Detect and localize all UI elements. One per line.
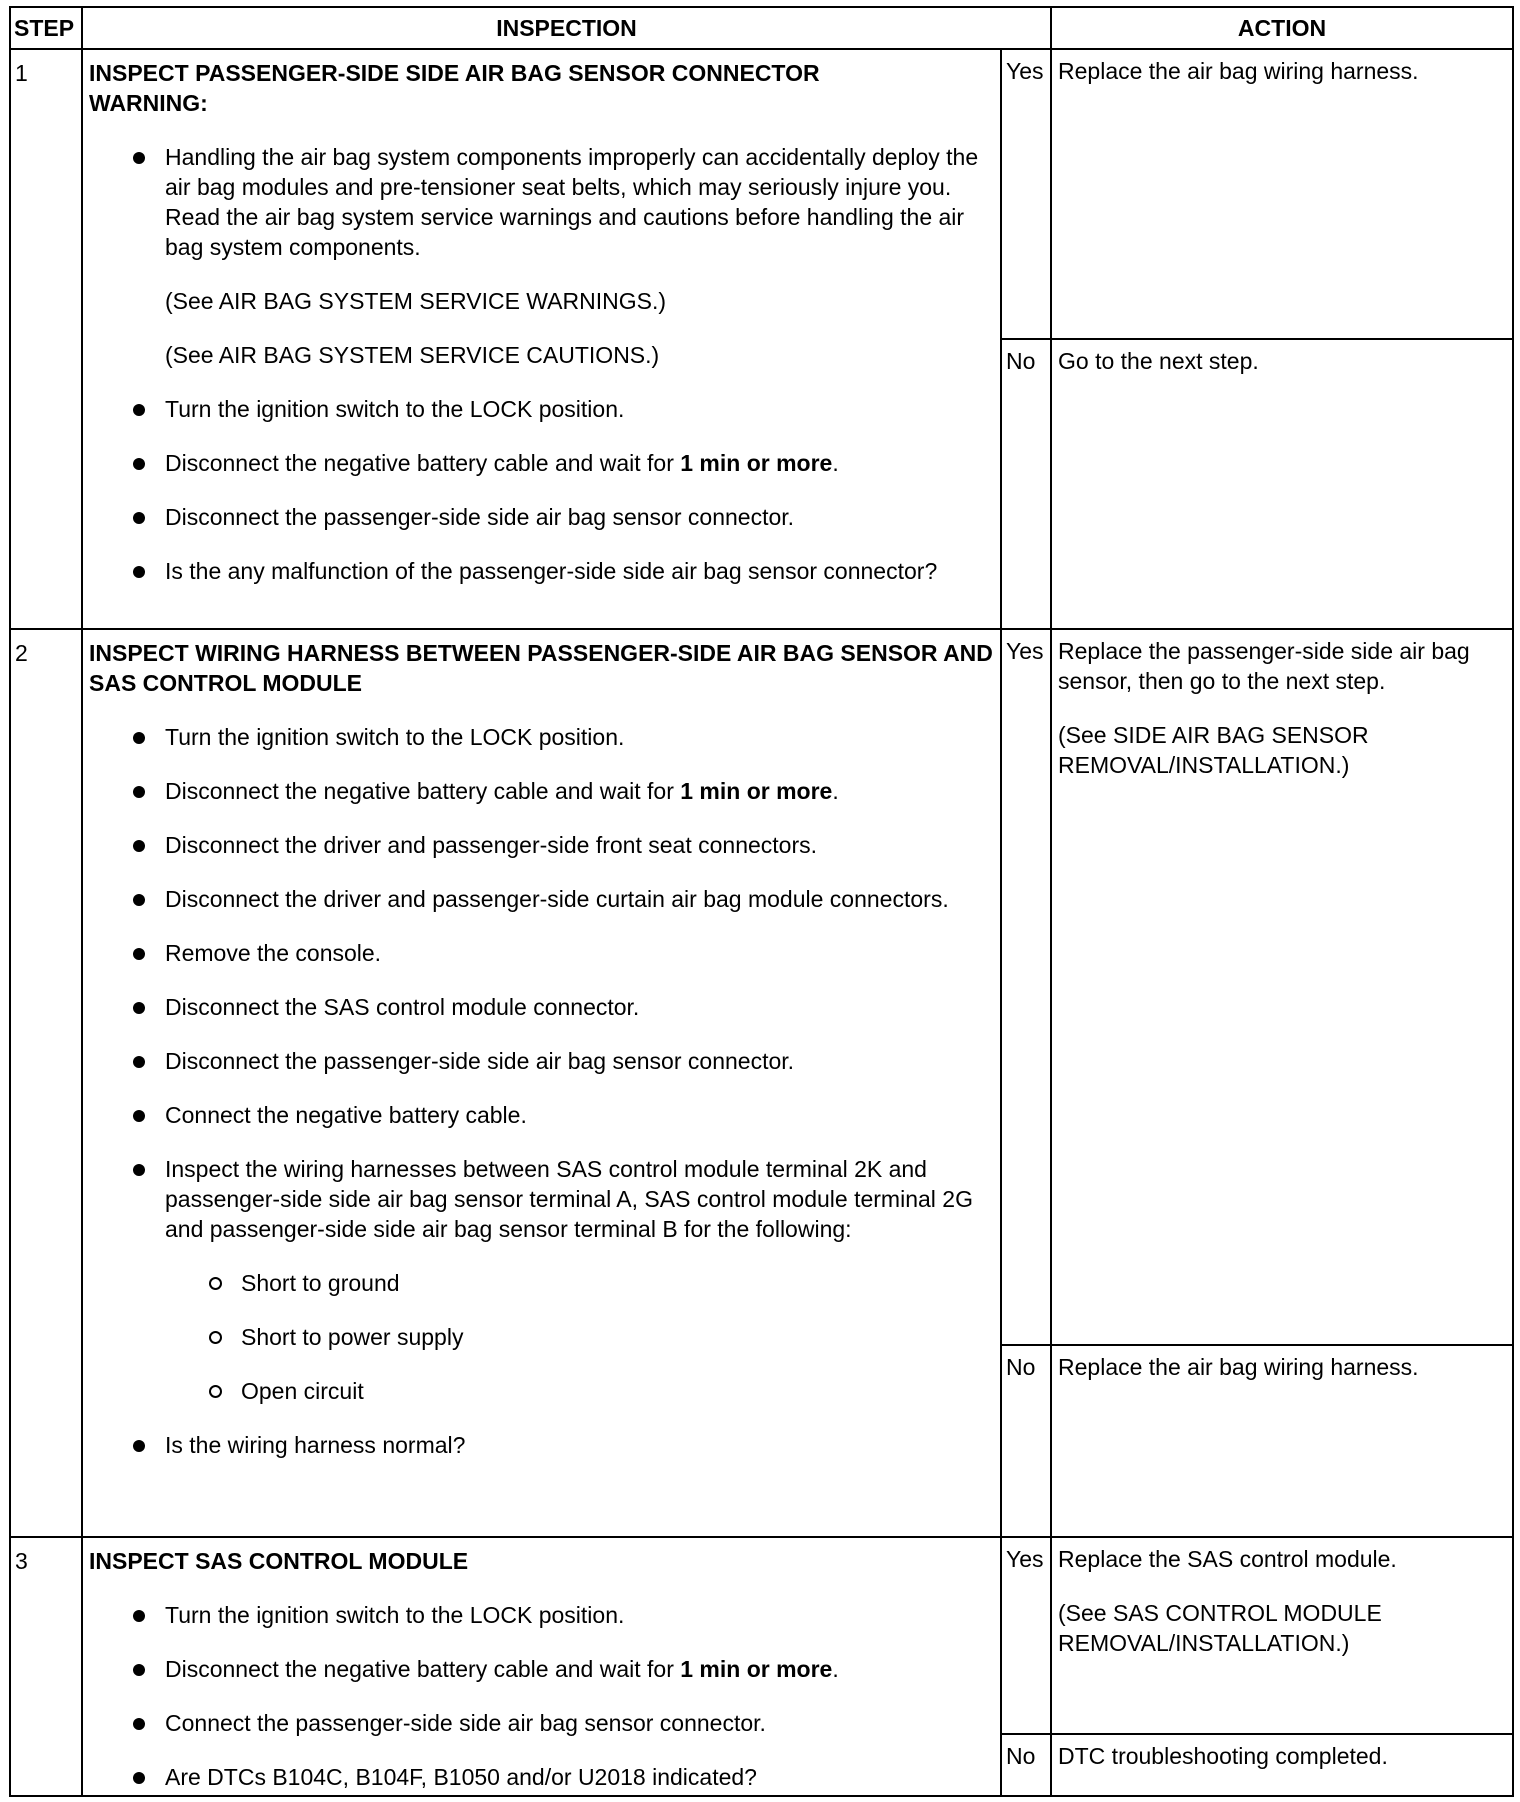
troubleshooting-table: [9, 6, 1514, 1797]
step-1-warning-text: Handling the air bag system components improperly can accidentally deploy the air bag modules and pre-tensioner seat belts, which may seriously injure you. Read the air bag system service warnings and cautions before handling the air bag system components.: [89, 142, 994, 262]
step-2-bullet-5: Remove the console.: [89, 938, 994, 968]
step-1-no-action: Go to the next step.: [1051, 339, 1513, 629]
step-1-no-label: No: [1001, 339, 1051, 629]
step-2-bullet-3: Disconnect the driver and passenger-side front seat connectors.: [89, 830, 994, 860]
step-2-sub-3: Open circuit: [89, 1376, 994, 1406]
step-1-inspection: [82, 49, 1001, 629]
inspection-header: INSPECTION: [82, 7, 1051, 49]
step-3-bullet-4: Are DTCs B104C, B104F, B1050 and/or U2018 indicated?: [89, 1762, 994, 1792]
step-1-bullet-3: Disconnect the passenger-side side air bag sensor connector.: [89, 502, 994, 532]
step-2-sub-list: [89, 1268, 994, 1406]
step-3-yes-label: Yes: [1001, 1537, 1051, 1734]
step-2-sub-1: Short to ground: [89, 1268, 994, 1298]
step-1-bullet-4: Is the any malfunction of the passenger-side side air bag sensor connector?: [89, 556, 994, 586]
step-2-sub-2: Short to power supply: [89, 1322, 994, 1352]
step-1-bullet-1: Turn the ignition switch to the LOCK position.: [89, 394, 994, 424]
step-3-no-label: No: [1001, 1734, 1051, 1796]
header-row: [10, 7, 1513, 49]
step-2-bullet-10: Is the wiring harness normal?: [89, 1430, 994, 1460]
step-3-yes-row: [10, 1537, 1513, 1734]
step-2-no-action: Replace the air bag wiring harness.: [1051, 1345, 1513, 1537]
step-1-yes-row: [10, 49, 1513, 339]
step-2-no-label: No: [1001, 1345, 1051, 1537]
step-3-number: 3: [10, 1537, 82, 1796]
step-1-title: INSPECT PASSENGER-SIDE SIDE AIR BAG SENSOR CONNECTOR: [89, 60, 820, 86]
step-3-yes-ref: (See SAS CONTROL MODULE REMOVAL/INSTALLATION.): [1058, 1600, 1382, 1656]
step-3-yes-action: Replace the SAS control module. (See SAS CONTROL MODULE REMOVAL/INSTALLATION.): [1051, 1537, 1513, 1734]
step-1-bullets: [89, 142, 994, 262]
step-2-bullet-1: Turn the ignition switch to the LOCK position.: [89, 722, 994, 752]
step-2-bullet-7: Disconnect the passenger-side side air bag sensor connector.: [89, 1046, 994, 1076]
step-1-procedure: [89, 394, 994, 586]
step-2-yes-ref: (See SIDE AIR BAG SENSOR REMOVAL/INSTALLATION.): [1058, 722, 1369, 778]
step-1-yes-label: Yes: [1001, 49, 1051, 339]
step-1-bullet-2: Disconnect the negative battery cable and wait for 1 min or more.: [89, 448, 994, 478]
step-2-final: [89, 1430, 994, 1460]
step-2-bullet-9: Inspect the wiring harnesses between SAS control module terminal 2K and passenger-side side air bag sensor terminal A, SAS control module terminal 2G and passenger-side side air bag sensor terminal B for the following:: [89, 1154, 994, 1244]
step-1-ref-cautions: (See AIR BAG SYSTEM SERVICE CAUTIONS.): [165, 342, 660, 368]
step-3-inspection: [82, 1537, 1001, 1796]
step-2-yes-label: Yes: [1001, 629, 1051, 1345]
step-3-bullet-3: Connect the passenger-side side air bag sensor connector.: [89, 1708, 994, 1738]
step-3-bullet-1: Turn the ignition switch to the LOCK position.: [89, 1600, 994, 1630]
step-1-ref-warnings: (See AIR BAG SYSTEM SERVICE WARNINGS.): [165, 288, 667, 314]
step-3-no-action: DTC troubleshooting completed.: [1051, 1734, 1513, 1796]
step-2-yes-row: [10, 629, 1513, 1345]
step-2-bullet-8: Connect the negative battery cable.: [89, 1100, 994, 1130]
step-2-number: 2: [10, 629, 82, 1537]
step-2-bullet-4: Disconnect the driver and passenger-side curtain air bag module connectors.: [89, 884, 994, 914]
step-2-bullet-6: Disconnect the SAS control module connector.: [89, 992, 994, 1022]
step-2-yes-action: Replace the passenger-side side air bag sensor, then go to the next step. (See SIDE AIR BAG SENSOR REMOVAL/INSTALLATION.): [1051, 629, 1513, 1345]
step-2-procedure: [89, 722, 994, 1244]
step-1-yes-action: Replace the air bag wiring harness.: [1051, 49, 1513, 339]
step-header: STEP: [10, 7, 82, 49]
step-1-warning-label: WARNING:: [89, 90, 208, 116]
step-1-number: 1: [10, 49, 82, 629]
step-3-procedure: [89, 1600, 994, 1792]
step-3-bullet-2: Disconnect the negative battery cable and wait for 1 min or more.: [89, 1654, 994, 1684]
step-2-bullet-2: Disconnect the negative battery cable and wait for 1 min or more.: [89, 776, 994, 806]
step-3-title: INSPECT SAS CONTROL MODULE: [89, 1548, 469, 1574]
action-header: ACTION: [1051, 7, 1513, 49]
step-2-inspection: [82, 629, 1001, 1537]
step-2-title: INSPECT WIRING HARNESS BETWEEN PASSENGER-SIDE AIR BAG SENSOR AND SAS CONTROL MODULE: [89, 640, 993, 696]
